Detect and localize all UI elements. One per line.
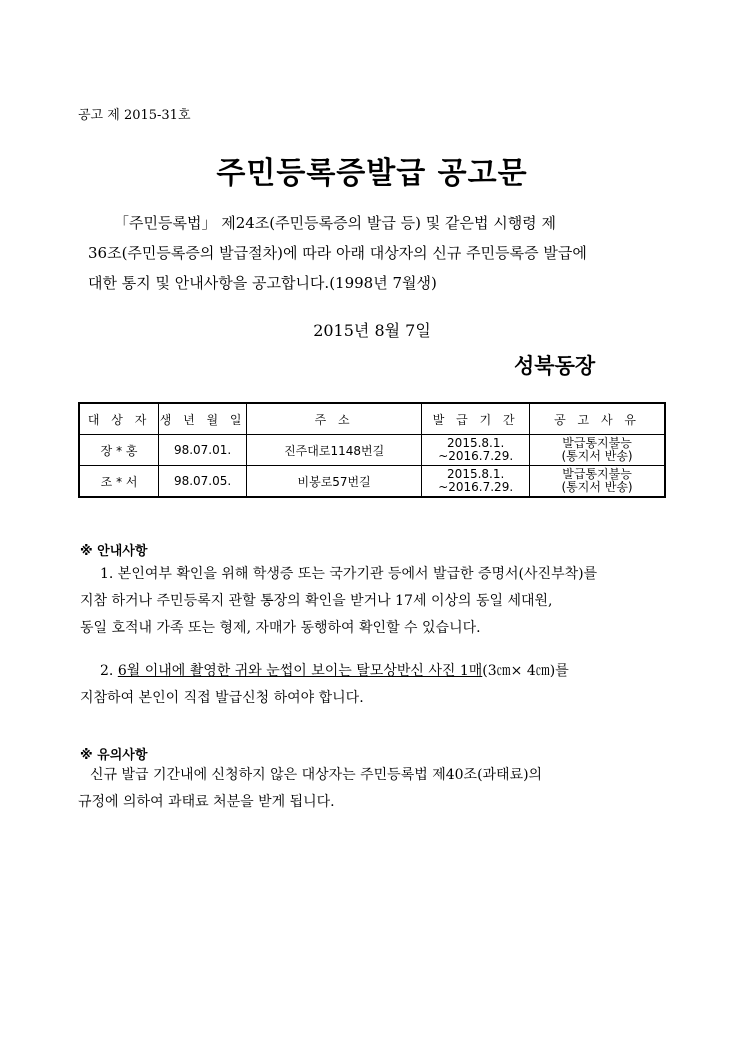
photo-requirement: 6월 이내에 촬영한 귀와 눈썹이 보이는 탈모상반신 사진 1매 [117, 663, 483, 679]
intro-line: 대한 통지 및 안내사항을 공고합니다.(1998년 7월생) [88, 274, 437, 292]
reason-line: (통지서 반송) [561, 449, 633, 463]
header-cell: 대 상 자 [79, 403, 159, 435]
table-row [79, 466, 665, 498]
guide-line: 지참하여 본인이 직접 발급신청 하여야 합니다. [80, 690, 364, 706]
recipient-name: 조 * 서 [79, 466, 159, 498]
guide-item-1 [80, 561, 680, 642]
address: 진주대로1148번길 [247, 435, 422, 466]
guide-line: 지참 하거나 주민등록지 관할 통장의 확인을 받거나 17세 이상의 동일 세대원, [80, 593, 553, 609]
intro-line: 「주민등록법」 제24조(주민등록증의 발급 등) 및 같은법 시행령 제 [114, 214, 556, 232]
recipient-name: 장 * 홍 [79, 435, 159, 466]
period-end: ~2016.7.29. [438, 449, 514, 463]
address: 비봉로57번길 [247, 466, 422, 498]
header-cell: 발 급 기 간 [422, 403, 530, 435]
birth-date: 98.07.01. [159, 435, 247, 466]
period-start: 2015.8.1. [447, 467, 505, 481]
notice-reason [530, 435, 665, 466]
recipients-table [78, 402, 666, 498]
notice-number: 공고 제 2015-31호 [78, 108, 191, 123]
caution-line: 신규 발급 기간내에 신청하지 않은 대상자는 주민등록법 제40조(과태료)의 [90, 767, 543, 783]
page-title: 주민등록증발급 공고문 [216, 156, 528, 191]
guide-line: 1. 본인여부 확인을 위해 학생증 또는 국가기관 등에서 발급한 증명서(사진부착)를 [100, 566, 598, 582]
reason-line: (통지서 반송) [561, 480, 633, 494]
period-end: ~2016.7.29. [438, 480, 514, 494]
reason-line: 발급통지불능 [562, 436, 632, 450]
header-cell: 공 고 사 유 [530, 403, 665, 435]
intro-paragraph [88, 208, 678, 298]
guide-heading: ※ 안내사항 [80, 544, 148, 559]
header-cell: 생 년 월 일 [159, 403, 247, 435]
guide-line: 동일 호적내 가족 또는 형제, 자매가 동행하여 확인할 수 있습니다. [80, 620, 481, 636]
table-row [79, 435, 665, 466]
reason-line: 발급통지불능 [562, 467, 632, 481]
guide-line [90, 658, 680, 685]
caution-heading: ※ 유의사항 [80, 748, 148, 763]
signer: 성북동장 [514, 354, 596, 378]
item-number: 2. [100, 663, 118, 679]
caution-line: 규정에 의하여 과태료 처분을 받게 됩니다. [78, 794, 335, 810]
intro-line: 36조(주민등록증의 발급절차)에 따라 아래 대상자의 신규 주민등록증 발급에 [88, 244, 587, 262]
header-cell: 주 소 [247, 403, 422, 435]
guide-item-2 [80, 658, 680, 712]
issue-period [422, 466, 530, 498]
issue-period [422, 435, 530, 466]
notice-reason [530, 466, 665, 498]
caution-text [78, 762, 680, 816]
notice-date: 2015년 8월 7일 [313, 321, 431, 340]
birth-date: 98.07.05. [159, 466, 247, 498]
photo-size: (3㎝× 4㎝)를 [482, 663, 569, 679]
table-header-row [79, 403, 665, 435]
period-start: 2015.8.1. [447, 436, 505, 450]
